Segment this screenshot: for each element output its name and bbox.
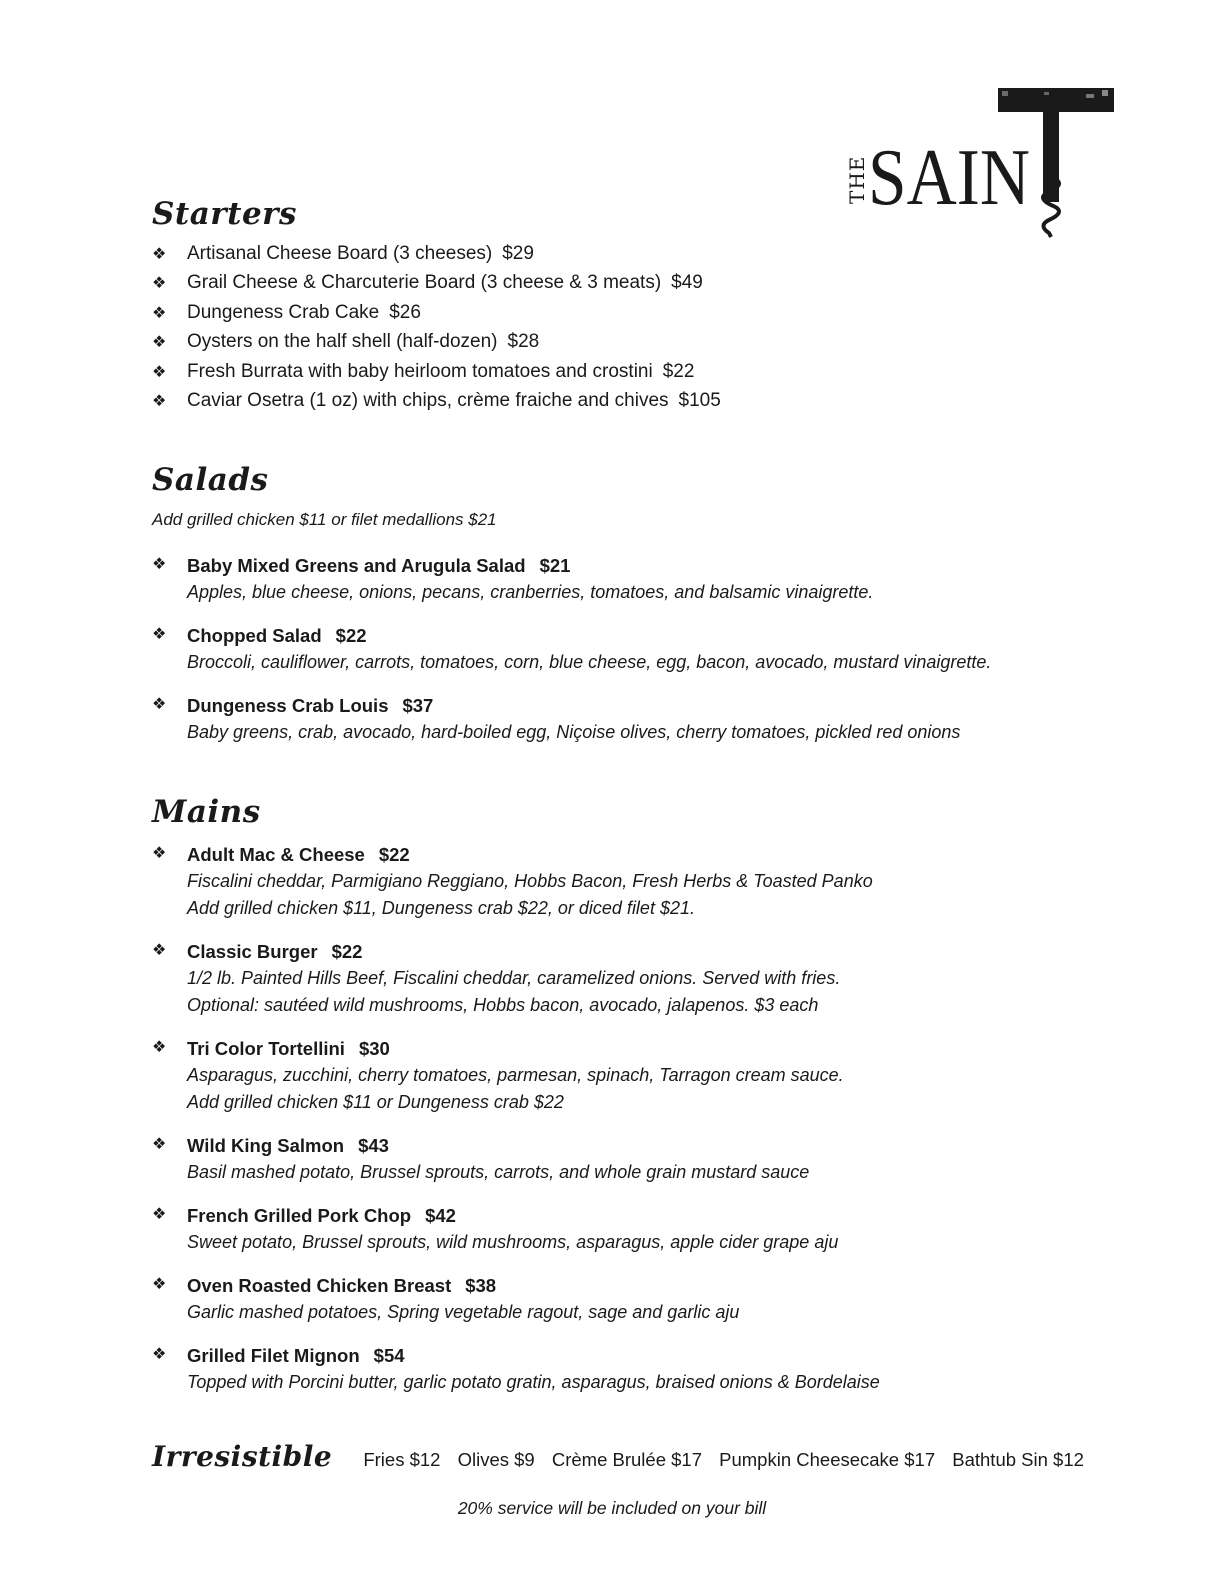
item-name: Fresh Burrata with baby heirloom tomatoes and crostini: [187, 360, 653, 382]
bullet-icon: ❖: [152, 696, 167, 713]
item-description: Basil mashed potato, Brussel sprouts, carrots, and whole grain mustard sauce: [187, 1162, 810, 1182]
item-price: $49: [671, 272, 703, 294]
list-item: [152, 357, 1164, 386]
item-name: Oysters on the half shell (half-dozen): [187, 331, 498, 353]
item-price: $38: [465, 1275, 497, 1296]
item-heading: [187, 622, 1164, 649]
item-description: Broccoli, cauliflower, carrots, tomatoes, corn, blue cheese, egg, bacon, avocado, mustard vinaigrette.: [187, 652, 992, 672]
bullet-icon: ❖: [152, 1276, 167, 1293]
irresistible-item: Fries $12: [363, 1449, 441, 1470]
item-name: Grilled Filet Mignon: [187, 1345, 360, 1366]
bullet-icon: ❖: [152, 845, 167, 862]
bullet-icon: ❖: [152, 1039, 167, 1056]
mains-title: Mains: [152, 794, 261, 830]
item-price: $42: [425, 1205, 456, 1226]
item-price: $37: [402, 695, 434, 716]
bullet-icon: ❖: [152, 1136, 167, 1153]
menu-item: [152, 938, 1164, 1019]
item-price: $105: [678, 389, 721, 411]
logo-name: SAIN: [868, 134, 1030, 222]
bullet-icon: ❖: [152, 334, 167, 352]
service-note: 20% service will be included on your bill: [457, 1498, 767, 1518]
bullet-icon: ❖: [152, 1346, 167, 1363]
item-heading: [187, 1342, 1164, 1369]
item-name: Dungeness Crab Louis: [187, 695, 389, 716]
item-price: $30: [358, 1038, 390, 1059]
item-heading: [187, 692, 1164, 719]
item-name: Dungeness Crab Cake: [187, 301, 380, 323]
bullet-icon: ❖: [152, 556, 167, 573]
irresistible-item: Crème Brulée $17: [551, 1449, 702, 1470]
item-description: Apples, blue cheese, onions, pecans, cranberries, tomatoes, and balsamic vinaigrette.: [187, 582, 874, 602]
menu-item: [152, 692, 1164, 746]
item-heading: [187, 938, 1164, 965]
bullet-icon: ❖: [152, 942, 167, 959]
item-description-extra: Optional: sautéed wild mushrooms, Hobbs bacon, avocado, jalapenos. $3 each: [187, 995, 819, 1015]
item-description-extra: Add grilled chicken $11, Dungeness crab $22, or diced filet $21.: [187, 898, 695, 918]
item-price: $22: [331, 941, 363, 962]
item-description: Topped with Porcini butter, garlic potato gratin, asparagus, braised onions & Bordelaise: [187, 1372, 880, 1392]
item-heading: [187, 1132, 1164, 1159]
menu-item: [152, 552, 1164, 606]
menu-item: [152, 1035, 1164, 1116]
starters-list: [152, 239, 1164, 415]
bullet-icon: ❖: [152, 392, 167, 410]
item-name: Classic Burger: [187, 941, 318, 962]
list-item: [152, 298, 1164, 327]
item-description: Baby greens, crab, avocado, hard-boiled egg, Niçoise olives, cherry tomatoes, pickled red onions: [187, 722, 961, 742]
item-price: $26: [389, 301, 421, 323]
mains-section: [152, 794, 1164, 1396]
menu-item: [152, 1272, 1164, 1326]
item-name: Adult Mac & Cheese: [187, 844, 365, 865]
item-name: Wild King Salmon: [187, 1135, 345, 1156]
item-name: Artisanal Cheese Board (3 cheeses): [187, 243, 493, 264]
item-description: Fiscalini cheddar, Parmigiano Reggiano, Hobbs Bacon, Fresh Herbs & Toasted Panko: [187, 871, 873, 891]
item-heading: [187, 841, 1164, 868]
irresistible-label: Irresistible: [152, 1440, 333, 1473]
item-name: Grail Cheese & Charcuterie Board (3 cheese & 3 meats): [187, 272, 662, 294]
salads-list: [152, 552, 1164, 746]
item-price: $22: [378, 844, 410, 865]
irresistible-item: Pumpkin Cheesecake $17: [719, 1449, 936, 1470]
bullet-icon: ❖: [152, 275, 167, 293]
list-item: [152, 386, 1164, 415]
item-price: $29: [502, 243, 534, 264]
item-price: $21: [539, 555, 571, 576]
item-name: Chopped Salad: [187, 625, 322, 646]
logo-the: THE: [845, 155, 869, 204]
item-price: $54: [373, 1345, 405, 1366]
bullet-icon: ❖: [152, 246, 167, 263]
list-item: [152, 268, 1164, 297]
list-item: [152, 239, 1164, 268]
item-name: Baby Mixed Greens and Arugula Salad: [187, 555, 526, 576]
menu-item: [152, 841, 1164, 922]
item-description: Asparagus, zucchini, cherry tomatoes, parmesan, spinach, Tarragon cream sauce.: [187, 1065, 844, 1085]
item-price: $22: [335, 625, 367, 646]
item-name: Caviar Osetra (1 oz) with chips, crème fraiche and chives: [187, 389, 669, 411]
menu-item: [152, 1342, 1164, 1396]
item-heading: [187, 1035, 1164, 1062]
item-heading: [187, 552, 1164, 579]
starters-title: Starters: [152, 196, 297, 232]
bullet-icon: ❖: [152, 626, 167, 643]
item-description-extra: Add grilled chicken $11 or Dungeness crab $22: [187, 1092, 564, 1112]
irresistible-item: Olives $9: [457, 1449, 535, 1470]
item-price: $43: [358, 1135, 389, 1156]
menu-item: [152, 622, 1164, 676]
item-price: $22: [662, 360, 695, 382]
item-heading: [187, 1202, 1164, 1229]
item-name: French Grilled Pork Chop: [187, 1205, 412, 1226]
salads-section: [152, 462, 1164, 746]
salads-note: Add grilled chicken $11 or filet medallions $21: [152, 510, 497, 529]
mains-list: [152, 841, 1164, 1396]
item-description: Sweet potato, Brussel sprouts, wild mushrooms, asparagus, apple cider grape aju: [187, 1232, 839, 1252]
item-name: Tri Color Tortellini: [187, 1038, 345, 1059]
item-name: Oven Roasted Chicken Breast: [187, 1275, 452, 1296]
bullet-icon: ❖: [152, 1206, 167, 1223]
item-heading: [187, 1272, 1164, 1299]
item-description: 1/2 lb. Painted Hills Beef, Fiscalini cheddar, caramelized onions. Served with fries.: [187, 968, 841, 988]
item-description: Garlic mashed potatoes, Spring vegetable ragout, sage and garlic aju: [187, 1302, 740, 1322]
list-item: [152, 327, 1164, 356]
menu-item: [152, 1132, 1164, 1186]
irresistible-item: Bathtub Sin $12: [952, 1449, 1084, 1470]
item-price: $28: [507, 331, 540, 353]
salads-title: Salads: [152, 462, 269, 498]
menu-item: [152, 1202, 1164, 1256]
irresistible-row: [152, 1440, 1096, 1473]
bullet-icon: ❖: [152, 363, 167, 381]
bullet-icon: ❖: [152, 304, 167, 322]
starters-section: [152, 196, 1164, 415]
